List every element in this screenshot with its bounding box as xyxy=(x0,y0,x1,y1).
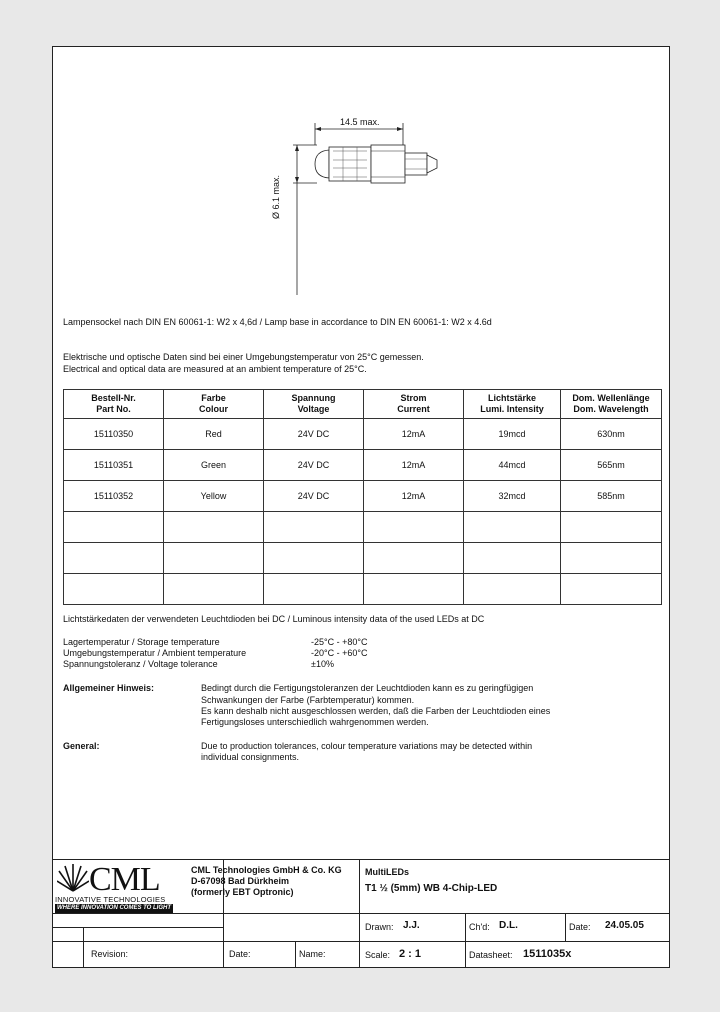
col-header: Lichtstärke Lumi. Intensity xyxy=(464,390,561,419)
cell-voltage: 24V DC xyxy=(264,450,364,481)
temp-value: -25°C - +80°C xyxy=(311,637,368,647)
date-value: 24.05.05 xyxy=(605,920,644,931)
general-note-de-line: Schwankungen der Farbe (Farbtemperatur) kommen. xyxy=(201,695,415,705)
table-row xyxy=(64,419,662,450)
temp-label: Lagertemperatur / Storage temperature xyxy=(63,637,220,647)
cell-part-no: 15110352 xyxy=(64,481,164,512)
general-note-de-label: Allgemeiner Hinweis: xyxy=(63,683,155,693)
general-note-en-line: Due to production tolerances, colour temperature variations may be detected within xyxy=(201,741,533,751)
revision-date-label: Date: xyxy=(229,949,251,959)
product-family: MultiLEDs xyxy=(365,867,409,877)
revision-label: Revision: xyxy=(91,949,129,959)
general-note-en-line: individual consignments. xyxy=(201,752,300,762)
cell-intensity: 44mcd xyxy=(464,450,561,481)
general-note-de-line: Fertigungsloses unterschiedlich wahrgenommen werden. xyxy=(201,717,429,727)
general-note-de-line: Bedingt durch die Fertigungstoleranzen der Leuchtdioden kann es zu geringfügigen xyxy=(201,683,534,693)
cell-colour: Yellow xyxy=(164,481,264,512)
datasheet-value: 1511035x xyxy=(523,948,572,960)
title-block xyxy=(53,859,669,967)
temp-value: ±10% xyxy=(311,659,334,669)
datasheet-label: Datasheet: xyxy=(469,950,513,960)
cell-voltage: 24V DC xyxy=(264,481,364,512)
scale-value: 2 : 1 xyxy=(399,948,422,960)
cell-current: 12mA xyxy=(364,419,464,450)
temp-label: Spannungstoleranz / Voltage tolerance xyxy=(63,659,218,669)
logo-subtitle: INNOVATIVE TECHNOLOGIES xyxy=(55,895,166,904)
table-row-empty xyxy=(64,512,662,543)
cell-wavelength: 630nm xyxy=(561,419,662,450)
date-label: Date: xyxy=(569,922,591,932)
col-header: Spannung Voltage xyxy=(264,390,364,419)
lamp-drawing xyxy=(273,115,473,315)
cell-colour: Red xyxy=(164,419,264,450)
table-row xyxy=(64,450,662,481)
company-formerly: (formerly EBT Optronic) xyxy=(191,887,294,897)
ambient-note-en: Electrical and optical data are measured at an ambient temperature of 25°C. xyxy=(63,364,367,374)
drawn-value: J.J. xyxy=(403,920,420,931)
length-dimension: 14.5 max. xyxy=(340,117,380,127)
spec-table xyxy=(63,389,662,605)
table-header-row xyxy=(64,390,662,419)
logo-text: CML xyxy=(89,861,160,898)
cell-intensity: 32mcd xyxy=(464,481,561,512)
datasheet-page xyxy=(52,46,670,968)
general-note-de-line: Es kann deshalb nicht ausgeschlossen werden, daß die Farben der Leuchtdioden eines xyxy=(201,706,551,716)
col-header: Farbe Colour xyxy=(164,390,264,419)
name-label: Name: xyxy=(299,949,326,959)
col-header: Bestell-Nr. Part No. xyxy=(64,390,164,419)
general-note-en-label: General: xyxy=(63,741,100,751)
company-name: CML Technologies GmbH & Co. KG xyxy=(191,865,342,875)
cell-current: 12mA xyxy=(364,450,464,481)
col-header: Dom. Wellenlänge Dom. Wavelength xyxy=(561,390,662,419)
checked-label: Ch'd: xyxy=(469,922,490,932)
temp-label: Umgebungstemperatur / Ambient temperature xyxy=(63,648,247,658)
cell-wavelength: 565nm xyxy=(561,450,662,481)
cell-current: 12mA xyxy=(364,481,464,512)
company-address: D-67098 Bad Dürkheim xyxy=(191,876,290,886)
intensity-note: Lichtstärkedaten der verwendeten Leuchtdioden bei DC / Luminous intensity data of the used LEDs at DC xyxy=(63,614,485,624)
lamp-base-note: Lampensockel nach DIN EN 60061-1: W2 x 4,6d / Lamp base in accordance to DIN EN 60061-1: W2 x 4.6d xyxy=(63,317,492,327)
temp-value: -20°C - +60°C xyxy=(311,648,368,658)
table-row-empty xyxy=(64,574,662,605)
scale-label: Scale: xyxy=(365,950,391,960)
logo-rays-icon xyxy=(57,863,89,893)
cell-intensity: 19mcd xyxy=(464,419,561,450)
table-row-empty xyxy=(64,543,662,574)
cell-part-no: 15110351 xyxy=(64,450,164,481)
ambient-note-de: Elektrische und optische Daten sind bei einer Umgebungstemperatur von 25°C gemessen. xyxy=(63,352,424,362)
table-row xyxy=(64,481,662,512)
logo-slogan: WHERE INNOVATION COMES TO LIGHT xyxy=(57,905,171,911)
cell-voltage: 24V DC xyxy=(264,419,364,450)
diameter-dimension: Ø 6.1 max. xyxy=(271,174,281,219)
product-title: T1 ½ (5mm) WB 4-Chip-LED xyxy=(365,883,498,894)
col-header: Strom Current xyxy=(364,390,464,419)
cell-part-no: 15110350 xyxy=(64,419,164,450)
checked-value: D.L. xyxy=(499,920,518,931)
cell-colour: Green xyxy=(164,450,264,481)
cell-wavelength: 585nm xyxy=(561,481,662,512)
drawn-label: Drawn: xyxy=(365,922,394,932)
